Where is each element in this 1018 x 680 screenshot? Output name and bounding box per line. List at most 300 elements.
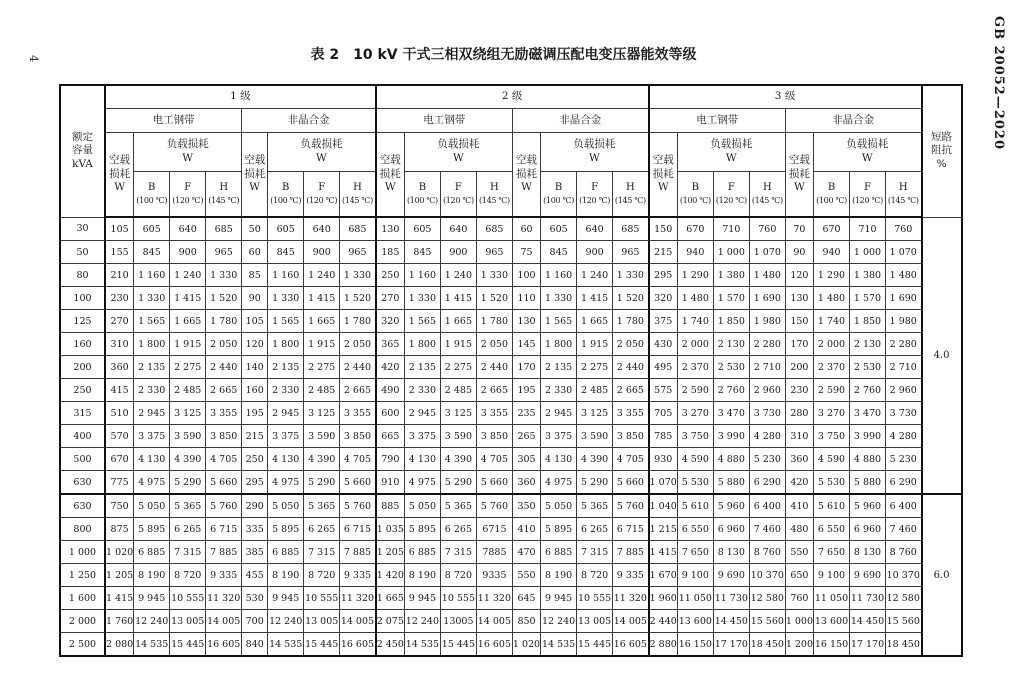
value-cell: 550 — [785, 541, 813, 564]
value-cell: 17 170 — [850, 633, 886, 657]
value-cell: 510 — [105, 402, 134, 425]
value-cell: 2 135 — [541, 356, 577, 379]
value-cell: 1 205 — [376, 541, 405, 564]
capacity-cell: 1 250 — [60, 564, 105, 587]
value-cell: 3 355 — [476, 402, 512, 425]
value-cell: 1 565 — [541, 310, 577, 333]
value-cell: 420 — [376, 356, 405, 379]
capacity-cell: 630 — [60, 494, 105, 518]
value-cell: 2 665 — [476, 379, 512, 402]
value-cell: 670 — [105, 448, 134, 471]
value-cell: 11 730 — [850, 587, 886, 610]
value-cell: 1 240 — [304, 264, 340, 287]
value-cell: 8 130 — [850, 541, 886, 564]
value-cell: 9335 — [476, 564, 512, 587]
value-cell: 7 885 — [206, 541, 242, 564]
value-cell: 5 880 — [850, 471, 886, 495]
value-cell: 13 600 — [814, 610, 850, 633]
value-cell: 280 — [785, 402, 813, 425]
value-cell: 1 565 — [404, 310, 440, 333]
value-cell: 50 — [242, 217, 268, 241]
table-row — [60, 494, 962, 518]
value-cell: 1 915 — [170, 333, 206, 356]
value-cell: 10 370 — [749, 564, 785, 587]
value-cell: 2 530 — [713, 356, 749, 379]
temp-class-header-F: F (120 ℃) — [304, 172, 340, 218]
temp-class-header-H: H (145 ℃) — [749, 172, 785, 218]
value-cell: 215 — [242, 425, 268, 448]
value-cell: 1 215 — [649, 518, 678, 541]
value-cell: 8 190 — [134, 564, 170, 587]
value-cell: 6 715 — [206, 518, 242, 541]
value-cell: 11 320 — [206, 587, 242, 610]
value-cell: 60 — [512, 217, 540, 241]
value-cell: 7 460 — [886, 518, 922, 541]
value-cell: 2 280 — [886, 333, 922, 356]
value-cell: 3 590 — [170, 425, 206, 448]
value-cell: 8 760 — [749, 541, 785, 564]
value-cell: 2 135 — [404, 356, 440, 379]
value-cell: 17 170 — [713, 633, 749, 657]
value-cell: 2 370 — [814, 356, 850, 379]
value-cell: 2 330 — [404, 379, 440, 402]
value-cell: 3 125 — [577, 402, 613, 425]
value-cell: 1 415 — [649, 541, 678, 564]
value-cell: 900 — [440, 241, 476, 264]
value-cell: 5 365 — [304, 494, 340, 518]
value-cell: 1 380 — [713, 264, 749, 287]
value-cell: 6 715 — [340, 518, 376, 541]
value-cell: 16 605 — [613, 633, 649, 657]
value-cell: 150 — [649, 217, 678, 241]
table-row — [60, 541, 962, 564]
value-cell: 14 535 — [541, 633, 577, 657]
material-header: 非晶合金 — [512, 109, 648, 133]
value-cell: 1 330 — [613, 264, 649, 287]
value-cell: 850 — [512, 610, 540, 633]
value-cell: 90 — [242, 287, 268, 310]
material-header: 非晶合金 — [242, 109, 376, 133]
temp-class-header-B: B (100 ℃) — [541, 172, 577, 218]
value-cell: 10 555 — [440, 587, 476, 610]
capacity-cell: 630 — [60, 471, 105, 495]
value-cell: 2 590 — [814, 379, 850, 402]
value-cell: 1 240 — [577, 264, 613, 287]
value-cell: 2 050 — [613, 333, 649, 356]
value-cell: 1 330 — [476, 264, 512, 287]
value-cell: 7 315 — [577, 541, 613, 564]
capacity-cell: 2 500 — [60, 633, 105, 657]
value-cell: 4 390 — [440, 448, 476, 471]
value-cell: 295 — [649, 264, 678, 287]
value-cell: 11 050 — [677, 587, 713, 610]
load-loss-header: 负载损耗 W — [541, 133, 649, 172]
value-cell: 5 230 — [886, 448, 922, 471]
value-cell: 8 760 — [886, 541, 922, 564]
value-cell: 16 605 — [340, 633, 376, 657]
value-cell: 1 330 — [541, 287, 577, 310]
value-cell: 790 — [376, 448, 405, 471]
value-cell: 1 780 — [613, 310, 649, 333]
value-cell: 1 565 — [134, 310, 170, 333]
value-cell: 2 450 — [376, 633, 405, 657]
value-cell: 1 040 — [649, 494, 678, 518]
value-cell: 9 100 — [677, 564, 713, 587]
value-cell: 5 660 — [340, 471, 376, 495]
value-cell: 5 960 — [850, 494, 886, 518]
value-cell: 965 — [206, 241, 242, 264]
value-cell: 5 530 — [814, 471, 850, 495]
value-cell: 320 — [649, 287, 678, 310]
load-loss-header: 负载损耗 W — [404, 133, 512, 172]
value-cell: 3 375 — [268, 425, 304, 448]
temp-class-header-F: F (120 ℃) — [850, 172, 886, 218]
value-cell: 13 005 — [170, 610, 206, 633]
value-cell: 5 365 — [170, 494, 206, 518]
value-cell: 8 130 — [713, 541, 749, 564]
impedance-value-cell: 4.0 — [922, 217, 962, 494]
value-cell: 12 580 — [749, 587, 785, 610]
value-cell: 6 550 — [814, 518, 850, 541]
value-cell: 1 330 — [404, 287, 440, 310]
value-cell: 2 050 — [206, 333, 242, 356]
value-cell: 1 670 — [649, 564, 678, 587]
value-cell: 1 415 — [170, 287, 206, 310]
value-cell: 1 690 — [749, 287, 785, 310]
value-cell: 410 — [512, 518, 540, 541]
value-cell: 14 005 — [476, 610, 512, 633]
value-cell: 5 660 — [613, 471, 649, 495]
value-cell: 10 555 — [577, 587, 613, 610]
value-cell: 2 440 — [340, 356, 376, 379]
value-cell: 2 130 — [713, 333, 749, 356]
value-cell: 14 450 — [850, 610, 886, 633]
value-cell: 1 850 — [713, 310, 749, 333]
value-cell: 110 — [512, 287, 540, 310]
value-cell: 10 370 — [886, 564, 922, 587]
value-cell: 2 945 — [404, 402, 440, 425]
value-cell: 2 135 — [268, 356, 304, 379]
value-cell: 3 355 — [206, 402, 242, 425]
value-cell: 4 705 — [476, 448, 512, 471]
value-cell: 320 — [376, 310, 405, 333]
value-cell: 4 880 — [713, 448, 749, 471]
value-cell: 6 550 — [677, 518, 713, 541]
value-cell: 8 720 — [304, 564, 340, 587]
value-cell: 4 130 — [268, 448, 304, 471]
value-cell: 185 — [376, 241, 405, 264]
value-cell: 1 480 — [749, 264, 785, 287]
value-cell: 965 — [476, 241, 512, 264]
value-cell: 1 960 — [649, 587, 678, 610]
value-cell: 1 740 — [814, 310, 850, 333]
table-row — [60, 310, 962, 333]
value-cell: 940 — [677, 241, 713, 264]
value-cell: 2 760 — [850, 379, 886, 402]
value-cell: 760 — [886, 217, 922, 241]
value-cell: 5 895 — [541, 518, 577, 541]
value-cell: 90 — [785, 241, 813, 264]
value-cell: 15 445 — [304, 633, 340, 657]
capacity-cell: 250 — [60, 379, 105, 402]
value-cell: 360 — [785, 448, 813, 471]
value-cell: 350 — [512, 494, 540, 518]
value-cell: 2 590 — [677, 379, 713, 402]
no-load-loss-header: 空载 损耗 W — [649, 133, 678, 218]
value-cell: 885 — [376, 494, 405, 518]
value-cell: 1 780 — [206, 310, 242, 333]
value-cell: 530 — [242, 587, 268, 610]
value-cell: 9 335 — [340, 564, 376, 587]
value-cell: 640 — [304, 217, 340, 241]
value-cell: 13 005 — [577, 610, 613, 633]
value-cell: 195 — [512, 379, 540, 402]
value-cell: 250 — [376, 264, 405, 287]
value-cell: 14 535 — [404, 633, 440, 657]
value-cell: 18 450 — [886, 633, 922, 657]
value-cell: 670 — [677, 217, 713, 241]
value-cell: 365 — [376, 333, 405, 356]
value-cell: 3 850 — [206, 425, 242, 448]
value-cell: 170 — [512, 356, 540, 379]
value-cell: 940 — [814, 241, 850, 264]
value-cell: 490 — [376, 379, 405, 402]
temp-class-header-B: B (100 ℃) — [677, 172, 713, 218]
value-cell: 360 — [512, 471, 540, 495]
value-cell: 1 690 — [886, 287, 922, 310]
value-cell: 10 555 — [304, 587, 340, 610]
value-cell: 1 000 — [785, 610, 813, 633]
value-cell: 2 485 — [170, 379, 206, 402]
value-cell: 7 885 — [613, 541, 649, 564]
value-cell: 3 470 — [850, 402, 886, 425]
value-cell: 385 — [242, 541, 268, 564]
value-cell: 760 — [749, 217, 785, 241]
value-cell: 75 — [512, 241, 540, 264]
value-cell: 4 390 — [577, 448, 613, 471]
value-cell: 16 150 — [814, 633, 850, 657]
value-cell: 4 975 — [404, 471, 440, 495]
value-cell: 5 610 — [814, 494, 850, 518]
value-cell: 1 570 — [713, 287, 749, 310]
value-cell: 5 880 — [713, 471, 749, 495]
header-row-materials — [60, 109, 962, 133]
value-cell: 105 — [242, 310, 268, 333]
value-cell: 9 335 — [613, 564, 649, 587]
value-cell: 1 520 — [206, 287, 242, 310]
value-cell: 9 100 — [814, 564, 850, 587]
value-cell: 290 — [242, 494, 268, 518]
temp-class-header-H: H (145 ℃) — [206, 172, 242, 218]
value-cell: 6 715 — [613, 518, 649, 541]
value-cell: 14 450 — [713, 610, 749, 633]
value-cell: 5 050 — [404, 494, 440, 518]
value-cell: 3 730 — [749, 402, 785, 425]
value-cell: 6 290 — [749, 471, 785, 495]
temp-class-header-B: B (100 ℃) — [814, 172, 850, 218]
value-cell: 1 915 — [577, 333, 613, 356]
value-cell: 15 445 — [440, 633, 476, 657]
value-cell: 1 020 — [105, 541, 134, 564]
value-cell: 965 — [340, 241, 376, 264]
value-cell: 6 885 — [404, 541, 440, 564]
value-cell: 845 — [134, 241, 170, 264]
value-cell: 1 665 — [170, 310, 206, 333]
value-cell: 3 850 — [340, 425, 376, 448]
value-cell: 4 280 — [886, 425, 922, 448]
value-cell: 120 — [242, 333, 268, 356]
value-cell: 270 — [376, 287, 405, 310]
capacity-cell: 30 — [60, 217, 105, 241]
value-cell: 7 650 — [814, 541, 850, 564]
value-cell: 1 240 — [440, 264, 476, 287]
header-row-loss — [60, 133, 962, 172]
value-cell: 455 — [242, 564, 268, 587]
value-cell: 1 000 — [713, 241, 749, 264]
value-cell: 710 — [850, 217, 886, 241]
value-cell: 4 975 — [268, 471, 304, 495]
value-cell: 7 315 — [440, 541, 476, 564]
value-cell: 150 — [785, 310, 813, 333]
capacity-cell: 50 — [60, 241, 105, 264]
value-cell: 5 660 — [476, 471, 512, 495]
value-cell: 2 050 — [476, 333, 512, 356]
value-cell: 5 050 — [134, 494, 170, 518]
value-cell: 2 960 — [749, 379, 785, 402]
impedance-header: 短路 阻抗 % — [922, 85, 962, 217]
value-cell: 2 275 — [170, 356, 206, 379]
value-cell: 495 — [649, 356, 678, 379]
value-cell: 685 — [476, 217, 512, 241]
value-cell: 5 895 — [134, 518, 170, 541]
value-cell: 1 565 — [268, 310, 304, 333]
value-cell: 470 — [512, 541, 540, 564]
value-cell: 130 — [512, 310, 540, 333]
load-loss-header: 负载损耗 W — [677, 133, 785, 172]
table-title: 表 2 10 kV 干式三相双绕组无励磁调压配电变压器能效等级 — [310, 47, 697, 63]
table-row — [60, 425, 962, 448]
value-cell: 4 590 — [677, 448, 713, 471]
value-cell: 105 — [105, 217, 134, 241]
no-load-loss-header: 空载 损耗 W — [242, 133, 268, 218]
value-cell: 15 560 — [749, 610, 785, 633]
value-cell: 3 470 — [713, 402, 749, 425]
value-cell: 1 520 — [613, 287, 649, 310]
value-cell: 9 945 — [404, 587, 440, 610]
table-row — [60, 287, 962, 310]
no-load-loss-header: 空载 损耗 W — [785, 133, 813, 218]
value-cell: 1 160 — [541, 264, 577, 287]
value-cell: 18 450 — [749, 633, 785, 657]
value-cell: 550 — [512, 564, 540, 587]
table-row — [60, 333, 962, 356]
value-cell: 8 720 — [440, 564, 476, 587]
value-cell: 12 240 — [134, 610, 170, 633]
grade-header-2: 2 级 — [376, 85, 649, 109]
capacity-cell: 400 — [60, 425, 105, 448]
value-cell: 11 320 — [340, 587, 376, 610]
value-cell: 120 — [785, 264, 813, 287]
capacity-cell: 1 000 — [60, 541, 105, 564]
table-row — [60, 241, 962, 264]
value-cell: 2 370 — [677, 356, 713, 379]
value-cell: 2 710 — [749, 356, 785, 379]
value-cell: 900 — [304, 241, 340, 264]
value-cell: 14 535 — [134, 633, 170, 657]
value-cell: 4 390 — [304, 448, 340, 471]
value-cell: 230 — [785, 379, 813, 402]
value-cell: 1 665 — [304, 310, 340, 333]
temp-class-header-B: B (100 ℃) — [404, 172, 440, 218]
no-load-loss-header: 空载 损耗 W — [376, 133, 405, 218]
value-cell: 14 005 — [340, 610, 376, 633]
value-cell: 1 665 — [577, 310, 613, 333]
value-cell: 1 330 — [268, 287, 304, 310]
value-cell: 15 445 — [577, 633, 613, 657]
value-cell: 2 710 — [886, 356, 922, 379]
value-cell: 1 160 — [404, 264, 440, 287]
value-cell: 3 375 — [541, 425, 577, 448]
value-cell: 5 365 — [440, 494, 476, 518]
value-cell: 170 — [785, 333, 813, 356]
value-cell: 570 — [105, 425, 134, 448]
value-cell: 6 885 — [134, 541, 170, 564]
value-cell: 5 290 — [440, 471, 476, 495]
value-cell: 2 665 — [613, 379, 649, 402]
value-cell: 3 590 — [304, 425, 340, 448]
value-cell: 605 — [134, 217, 170, 241]
value-cell: 650 — [785, 564, 813, 587]
value-cell: 3 590 — [577, 425, 613, 448]
value-cell: 6715 — [476, 518, 512, 541]
value-cell: 4 705 — [613, 448, 649, 471]
value-cell: 235 — [512, 402, 540, 425]
value-cell: 1 780 — [340, 310, 376, 333]
temp-class-header-H: H (145 ℃) — [886, 172, 922, 218]
table-header — [60, 85, 962, 217]
value-cell: 1 800 — [541, 333, 577, 356]
value-cell: 3 355 — [613, 402, 649, 425]
value-cell: 2 880 — [649, 633, 678, 657]
value-cell: 1 800 — [134, 333, 170, 356]
value-cell: 140 — [242, 356, 268, 379]
value-cell: 3 750 — [677, 425, 713, 448]
value-cell: 5 290 — [577, 471, 613, 495]
temp-class-header-B: B (100 ℃) — [268, 172, 304, 218]
value-cell: 410 — [785, 494, 813, 518]
material-header: 电工钢带 — [105, 109, 242, 133]
value-cell: 2 050 — [340, 333, 376, 356]
value-cell: 3 850 — [476, 425, 512, 448]
value-cell: 4 280 — [749, 425, 785, 448]
value-cell: 2 485 — [304, 379, 340, 402]
capacity-cell: 160 — [60, 333, 105, 356]
temp-class-header-H: H (145 ℃) — [340, 172, 376, 218]
value-cell: 5 050 — [541, 494, 577, 518]
impedance-value-cell: 6.0 — [922, 494, 962, 656]
value-cell: 1 420 — [376, 564, 405, 587]
value-cell: 6 400 — [749, 494, 785, 518]
capacity-cell: 125 — [60, 310, 105, 333]
value-cell: 930 — [649, 448, 678, 471]
value-cell: 1 480 — [814, 287, 850, 310]
value-cell: 210 — [105, 264, 134, 287]
value-cell: 1 980 — [749, 310, 785, 333]
value-cell: 1 780 — [476, 310, 512, 333]
value-cell: 15 445 — [170, 633, 206, 657]
value-cell: 640 — [170, 217, 206, 241]
value-cell: 1 740 — [677, 310, 713, 333]
